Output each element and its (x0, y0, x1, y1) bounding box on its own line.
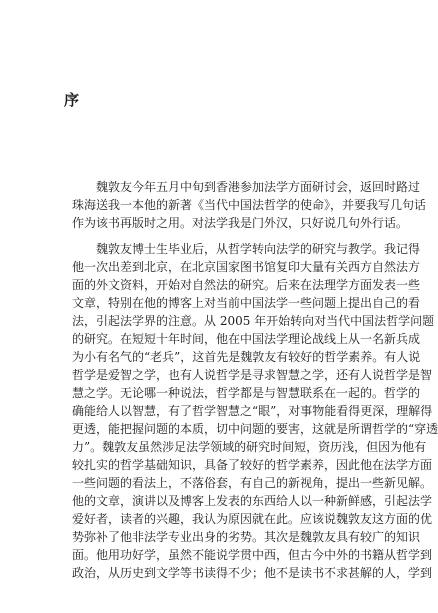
text-line: 哲学是爱智之学，也有人说哲学是寻求智慧之学，还有人说哲学是智 (72, 368, 433, 382)
text-line: 政治，从历史到文学等书读得不少；他不是读书不求甚解的人，学到 (72, 566, 433, 580)
text-line: 更透，能把握问题的本质，切中问题的要害，这就是所谓哲学的“穿透 (72, 422, 438, 436)
text-line: 珠海送我一本他的新著《当代中国法哲学的使命》，并要我写几句话 (72, 198, 427, 212)
text-line: 势弥补了他非法学专业出身的劣势。其次是魏敦友具有较广的知识 (72, 530, 421, 544)
text-line: 面。他用功好学，虽然不能说学贯中西，但古今中外的书籍从哲学到 (72, 548, 433, 562)
text-line: 确能给人以智慧，有了哲学智慧之“眼”，对事物能看得更深，理解得 (72, 404, 433, 418)
text-line: 为小有名气的“老兵”，这首先是魏敦友有较好的哲学素养。有人说 (72, 350, 421, 364)
text-line: 魏敦友今年五月中旬到香港参加法学方面研讨会，返回时路过 (96, 180, 421, 194)
text-line: 面的外文资料，开始对自然法的研究。后来在法理学方面发表一些 (72, 278, 421, 292)
text-line: 法，引起法学界的注意。从 2005 年开始转向对当代中国法哲学问题 (72, 314, 435, 328)
text-line: 较扎实的哲学基础知识，具备了较好的哲学素养，因此他在法学方面 (72, 458, 433, 472)
preface-body (72, 178, 438, 582)
text-line: 他一次出差到北京，在北京国家图书馆复印大量有关西方自然法方 (72, 260, 421, 274)
text-line: 文章，特别在他的博客上对当前中国法学一些问题上提出自己的看 (72, 296, 421, 310)
text-line: 的研究。在短短十年时间，他在中国法学理论战线上从一名新兵成 (72, 332, 421, 346)
text-line: 一些问题的看法上，不落俗套，有自己的新视角，提出一些新见解。 (72, 476, 433, 490)
text-line: 魏敦友博士生毕业后，从哲学转向法学的研究与教学。我记得 (96, 242, 421, 256)
preface-title: 序 (64, 91, 80, 109)
text-line: 力”。魏敦友虽然涉足法学领域的研究时间短，资历浅，但因为他有 (72, 440, 427, 454)
text-line: 爱好者，读者的兴趣，我认为原因就在此。应该说魏敦友这方面的优 (72, 512, 433, 526)
text-line: 他的文章，演讲以及博客上发表的东西给人以一种新鲜感，引起法学 (72, 494, 433, 508)
text-line: 慧之学。无论哪一种说法，哲学都是与智慧联系在一起的。哲学的 (72, 386, 421, 400)
text-line: 作为该书再版时之用。对法学我是门外汉，只好说几句外行话。 (72, 216, 409, 230)
